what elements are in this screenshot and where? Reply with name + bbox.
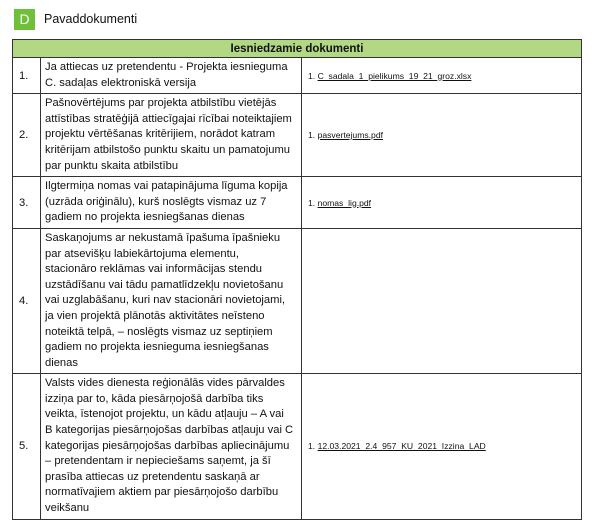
row-description: Valsts vides dienesta reģionālās vides pārvaldes izziņa par to, kāda piesārņojošā darbība tiks veikta, īstenojot projektu, un kādu atļauju – A vai B kategorijas piesārņojošas darbības atļauju vai C kategorijas piesārņojošas darbības apliecinājumu – pretendentam ir nepieciešams saņemt, ja šī prasība attiecas uz pretendentu saskaņā ar normatīvajiem aktiem par piesārņojošo darbību veikšanu (41, 374, 302, 519)
row-file (302, 58, 582, 94)
row-file (302, 228, 582, 373)
section-header (14, 7, 137, 31)
table-row (13, 374, 582, 519)
documents-table (12, 39, 582, 520)
table-row (13, 177, 582, 229)
row-number: 2. (13, 94, 41, 177)
file-link[interactable]: nomas_lig.pdf (317, 197, 372, 208)
file-index: 1. (308, 130, 316, 141)
row-description: Ja attiecas uz pretendentu - Projekta iesnieguma C. sadaļas elektroniskā versija (41, 58, 302, 94)
table-header: Iesniedzamie dokumenti (13, 40, 582, 58)
row-number: 4. (13, 228, 41, 373)
row-description: Ilgtermiņa nomas vai patapinājuma līguma kopija (uzrāda oriģinālu), kurš noslēgts vismaz uz 7 gadiem no projekta iesniegšanas dienas (41, 177, 302, 229)
row-number: 5. (13, 374, 41, 519)
row-file (302, 374, 582, 519)
row-file (302, 177, 582, 229)
row-description: Saskaņojums ar nekustamā īpašuma īpašnieku par atsevišķu labiekārtojuma elementu, stacionāro reklāmas vai informācijas stendu uzstādīšanu vai tādu pamatlīdzekļu novietošanu vai uzglabāšanu, kuri nav stacionāri novietojami, ja vien projektā plānotās aktivitātes neīsteno noteiktā telpā, – noslēgts vismaz uz septiņiem gadiem no projekta iesnieguma iesniegšanas dienas (41, 228, 302, 373)
section-badge: D (14, 9, 35, 30)
file-link[interactable]: pasvertejums.pdf (317, 130, 384, 141)
table-row (13, 94, 582, 177)
row-description: Pašnovērtējums par projekta atbilstību vietējās attīstības stratēģijā attiecīgajai rīcībai noteiktajiem projektu vērtēšanas kritērijiem, norādot katram kritērijam atbilstošo punktu skaitu un pamatojumu par punktu skaita atbilstību (41, 94, 302, 177)
file-index: 1. (308, 441, 316, 452)
section-title: Pavaddokumenti (44, 12, 138, 26)
table-row (13, 58, 582, 94)
row-file (302, 94, 582, 177)
file-index: 1. (308, 70, 316, 81)
row-number: 3. (13, 177, 41, 229)
file-link[interactable]: 12.03.2021_2.4_957_KU_2021_Izzina_LAD (317, 441, 486, 452)
row-number: 1. (13, 58, 41, 94)
file-index: 1. (308, 197, 316, 208)
table-row (13, 228, 582, 373)
file-link[interactable]: C_sadala_1_pielikums_19_21_groz.xlsx (317, 70, 472, 81)
